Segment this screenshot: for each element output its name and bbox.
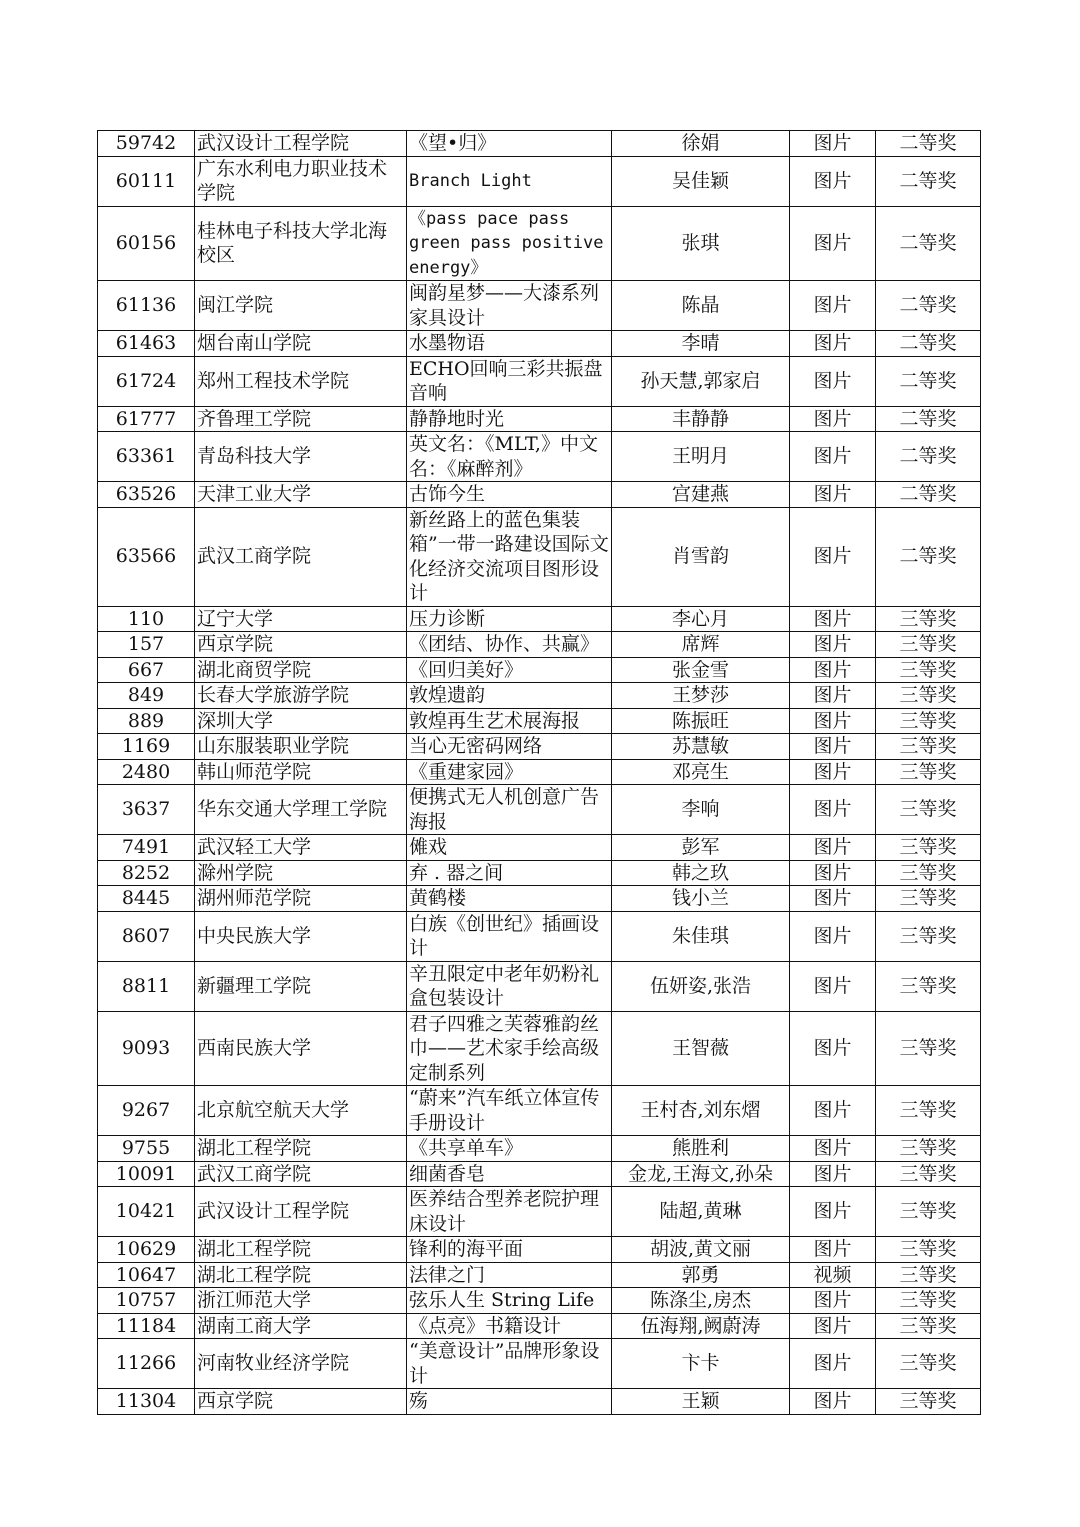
- author-cell: 李晴: [612, 331, 790, 357]
- award-cell: 二等奖: [876, 131, 981, 157]
- work-type-cell: 图片: [790, 331, 876, 357]
- table-row: [98, 1011, 981, 1086]
- school-cell: 武汉轻工大学: [195, 835, 407, 861]
- table-row: [98, 1313, 981, 1339]
- entry-id-cell: 61777: [98, 406, 195, 432]
- work-title-cell: 白族《创世纪》插画设计: [407, 911, 612, 961]
- entry-id-cell: 7491: [98, 835, 195, 861]
- author-cell: 王智薇: [612, 1011, 790, 1086]
- school-cell: 浙江师范大学: [195, 1288, 407, 1314]
- entry-id-cell: 11184: [98, 1313, 195, 1339]
- school-cell: 青岛科技大学: [195, 432, 407, 482]
- entry-id-cell: 11304: [98, 1389, 195, 1415]
- author-cell: 伍海翔,阙蔚涛: [612, 1313, 790, 1339]
- author-cell: 王梦莎: [612, 683, 790, 709]
- author-cell: 肖雪韵: [612, 507, 790, 606]
- table-row: [98, 1187, 981, 1237]
- award-cell: 二等奖: [876, 507, 981, 606]
- author-cell: 伍妍姿,张浩: [612, 961, 790, 1011]
- table-row: [98, 708, 981, 734]
- entry-id-cell: 8811: [98, 961, 195, 1011]
- entry-id-cell: 60156: [98, 206, 195, 281]
- table-row: [98, 734, 981, 760]
- school-cell: 烟台南山学院: [195, 331, 407, 357]
- author-cell: 彭军: [612, 835, 790, 861]
- author-cell: 苏慧敏: [612, 734, 790, 760]
- work-type-cell: 图片: [790, 432, 876, 482]
- table-row: [98, 785, 981, 835]
- entry-id-cell: 9755: [98, 1136, 195, 1162]
- work-type-cell: 图片: [790, 156, 876, 206]
- work-type-cell: 图片: [790, 860, 876, 886]
- work-title-cell: 敦煌遗韵: [407, 683, 612, 709]
- work-type-cell: 图片: [790, 1339, 876, 1389]
- award-cell: 三等奖: [876, 1086, 981, 1136]
- results-table-body: [98, 131, 981, 1415]
- table-row: [98, 482, 981, 508]
- work-title-cell: 敦煌再生艺术展海报: [407, 708, 612, 734]
- work-type-cell: 视频: [790, 1262, 876, 1288]
- award-cell: 三等奖: [876, 911, 981, 961]
- work-type-cell: 图片: [790, 1313, 876, 1339]
- school-cell: 湖州师范学院: [195, 886, 407, 912]
- work-title-cell: 新丝路上的蓝色集装箱”一带一路建设国际文化经济交流项目图形设计: [407, 507, 612, 606]
- work-title-cell: 黄鹤楼: [407, 886, 612, 912]
- entry-id-cell: 157: [98, 632, 195, 658]
- entry-id-cell: 63361: [98, 432, 195, 482]
- work-title-cell: 细菌香皂: [407, 1161, 612, 1187]
- award-cell: 二等奖: [876, 281, 981, 331]
- author-cell: 郭勇: [612, 1262, 790, 1288]
- author-cell: 宫建燕: [612, 482, 790, 508]
- school-cell: 北京航空航天大学: [195, 1086, 407, 1136]
- work-type-cell: 图片: [790, 1187, 876, 1237]
- school-cell: 深圳大学: [195, 708, 407, 734]
- work-type-cell: 图片: [790, 131, 876, 157]
- school-cell: 西京学院: [195, 632, 407, 658]
- work-title-cell: 辛丑限定中老年奶粉礼盒包装设计: [407, 961, 612, 1011]
- table-row: [98, 1389, 981, 1415]
- work-title-cell: 英文名：《MLT,》中文名：《麻醉剂》: [407, 432, 612, 482]
- author-cell: 卞卡: [612, 1339, 790, 1389]
- work-type-cell: 图片: [790, 1288, 876, 1314]
- school-cell: 中央民族大学: [195, 911, 407, 961]
- table-row: [98, 1288, 981, 1314]
- award-cell: 三等奖: [876, 961, 981, 1011]
- work-type-cell: 图片: [790, 1011, 876, 1086]
- school-cell: 西南民族大学: [195, 1011, 407, 1086]
- work-title-cell: 法律之门: [407, 1262, 612, 1288]
- award-cell: 二等奖: [876, 206, 981, 281]
- school-cell: 桂林电子科技大学北海校区: [195, 206, 407, 281]
- work-title-cell: 锋利的海平面: [407, 1237, 612, 1263]
- school-cell: 新疆理工学院: [195, 961, 407, 1011]
- work-type-cell: 图片: [790, 785, 876, 835]
- work-type-cell: 图片: [790, 206, 876, 281]
- author-cell: 张金雪: [612, 657, 790, 683]
- table-row: [98, 860, 981, 886]
- entry-id-cell: 59742: [98, 131, 195, 157]
- author-cell: 徐娟: [612, 131, 790, 157]
- award-cell: 三等奖: [876, 632, 981, 658]
- entry-id-cell: 9267: [98, 1086, 195, 1136]
- work-type-cell: 图片: [790, 734, 876, 760]
- school-cell: 郑州工程技术学院: [195, 356, 407, 406]
- work-type-cell: 图片: [790, 1237, 876, 1263]
- award-cell: 三等奖: [876, 734, 981, 760]
- award-cell: 三等奖: [876, 1288, 981, 1314]
- table-row: [98, 759, 981, 785]
- award-cell: 三等奖: [876, 785, 981, 835]
- table-row: [98, 632, 981, 658]
- author-cell: 王颖: [612, 1389, 790, 1415]
- award-cell: 三等奖: [876, 683, 981, 709]
- entry-id-cell: 10629: [98, 1237, 195, 1263]
- award-cell: 二等奖: [876, 406, 981, 432]
- work-title-cell: ECHO回响三彩共振盘音响: [407, 356, 612, 406]
- entry-id-cell: 849: [98, 683, 195, 709]
- entry-id-cell: 61724: [98, 356, 195, 406]
- entry-id-cell: 110: [98, 606, 195, 632]
- school-cell: 韩山师范学院: [195, 759, 407, 785]
- work-title-cell: 闽韵星梦——大漆系列家具设计: [407, 281, 612, 331]
- table-row: [98, 606, 981, 632]
- award-cell: 三等奖: [876, 1262, 981, 1288]
- author-cell: 王村杏,刘东熠: [612, 1086, 790, 1136]
- author-cell: 李响: [612, 785, 790, 835]
- table-row: [98, 507, 981, 606]
- work-title-cell: 弦乐人生 String Life: [407, 1288, 612, 1314]
- school-cell: 辽宁大学: [195, 606, 407, 632]
- table-row: [98, 156, 981, 206]
- school-cell: 河南牧业经济学院: [195, 1339, 407, 1389]
- work-title-cell: 《回归美好》: [407, 657, 612, 683]
- work-type-cell: 图片: [790, 606, 876, 632]
- entry-id-cell: 1169: [98, 734, 195, 760]
- school-cell: 齐鲁理工学院: [195, 406, 407, 432]
- work-title-cell: 傩戏: [407, 835, 612, 861]
- author-cell: 陈振旺: [612, 708, 790, 734]
- school-cell: 长春大学旅游学院: [195, 683, 407, 709]
- author-cell: 孙天慧,郭家启: [612, 356, 790, 406]
- work-title-cell: 医养结合型养老院护理床设计: [407, 1187, 612, 1237]
- entry-id-cell: 3637: [98, 785, 195, 835]
- table-row: [98, 683, 981, 709]
- entry-id-cell: 60111: [98, 156, 195, 206]
- table-row: [98, 835, 981, 861]
- entry-id-cell: 8445: [98, 886, 195, 912]
- entry-id-cell: 8252: [98, 860, 195, 886]
- author-cell: 席辉: [612, 632, 790, 658]
- work-title-cell: 水墨物语: [407, 331, 612, 357]
- table-row: [98, 886, 981, 912]
- author-cell: 王明月: [612, 432, 790, 482]
- table-row: [98, 406, 981, 432]
- award-cell: 二等奖: [876, 432, 981, 482]
- school-cell: 武汉设计工程学院: [195, 131, 407, 157]
- table-row: [98, 1262, 981, 1288]
- entry-id-cell: 8607: [98, 911, 195, 961]
- award-cell: 二等奖: [876, 156, 981, 206]
- entry-id-cell: 10647: [98, 1262, 195, 1288]
- author-cell: 陈晶: [612, 281, 790, 331]
- school-cell: 武汉工商学院: [195, 1161, 407, 1187]
- author-cell: 张琪: [612, 206, 790, 281]
- school-cell: 西京学院: [195, 1389, 407, 1415]
- award-cell: 三等奖: [876, 1339, 981, 1389]
- table-row: [98, 1086, 981, 1136]
- work-title-cell: 《共享单车》: [407, 1136, 612, 1162]
- work-type-cell: 图片: [790, 1389, 876, 1415]
- work-type-cell: 图片: [790, 281, 876, 331]
- work-title-cell: “蔚来”汽车纸立体宣传手册设计: [407, 1086, 612, 1136]
- award-cell: 二等奖: [876, 482, 981, 508]
- award-cell: 三等奖: [876, 1389, 981, 1415]
- table-row: [98, 206, 981, 281]
- results-table: [97, 130, 981, 1415]
- work-title-cell: 古饰今生: [407, 482, 612, 508]
- work-title-cell: 静静地时光: [407, 406, 612, 432]
- award-cell: 三等奖: [876, 1161, 981, 1187]
- school-cell: 武汉工商学院: [195, 507, 407, 606]
- work-title-cell: 《望•归》: [407, 131, 612, 157]
- work-title-cell: “美意设计”品牌形象设计: [407, 1339, 612, 1389]
- entry-id-cell: 2480: [98, 759, 195, 785]
- work-type-cell: 图片: [790, 356, 876, 406]
- author-cell: 陆超,黄琳: [612, 1187, 790, 1237]
- school-cell: 华东交通大学理工学院: [195, 785, 407, 835]
- award-cell: 三等奖: [876, 657, 981, 683]
- school-cell: 山东服装职业学院: [195, 734, 407, 760]
- entry-id-cell: 63566: [98, 507, 195, 606]
- school-cell: 武汉设计工程学院: [195, 1187, 407, 1237]
- award-cell: 三等奖: [876, 1136, 981, 1162]
- award-cell: 三等奖: [876, 1011, 981, 1086]
- school-cell: 广东水利电力职业技术学院: [195, 156, 407, 206]
- work-title-cell: 当心无密码网络: [407, 734, 612, 760]
- table-row: [98, 1161, 981, 1187]
- table-row: [98, 961, 981, 1011]
- table-row: [98, 1237, 981, 1263]
- work-type-cell: 图片: [790, 683, 876, 709]
- entry-id-cell: 667: [98, 657, 195, 683]
- award-cell: 二等奖: [876, 356, 981, 406]
- award-cell: 三等奖: [876, 1237, 981, 1263]
- work-title-cell: 便携式无人机创意广告海报: [407, 785, 612, 835]
- work-type-cell: 图片: [790, 507, 876, 606]
- table-row: [98, 911, 981, 961]
- entry-id-cell: 9093: [98, 1011, 195, 1086]
- entry-id-cell: 889: [98, 708, 195, 734]
- entry-id-cell: 10757: [98, 1288, 195, 1314]
- work-title-cell: 《重建家园》: [407, 759, 612, 785]
- table-row: [98, 1136, 981, 1162]
- entry-id-cell: 11266: [98, 1339, 195, 1389]
- work-type-cell: 图片: [790, 1086, 876, 1136]
- table-row: [98, 131, 981, 157]
- award-cell: 三等奖: [876, 886, 981, 912]
- school-cell: 湖北工程学院: [195, 1136, 407, 1162]
- work-type-cell: 图片: [790, 961, 876, 1011]
- work-title-cell: 压力诊断: [407, 606, 612, 632]
- award-cell: 三等奖: [876, 606, 981, 632]
- work-type-cell: 图片: [790, 1161, 876, 1187]
- school-cell: 滁州学院: [195, 860, 407, 886]
- table-row: [98, 331, 981, 357]
- work-type-cell: 图片: [790, 835, 876, 861]
- work-title-cell: 《pass pace pass green pass positive energy》: [407, 206, 612, 281]
- author-cell: 熊胜利: [612, 1136, 790, 1162]
- work-type-cell: 图片: [790, 708, 876, 734]
- award-cell: 三等奖: [876, 860, 981, 886]
- work-type-cell: 图片: [790, 886, 876, 912]
- author-cell: 丰静静: [612, 406, 790, 432]
- work-type-cell: 图片: [790, 1136, 876, 1162]
- table-row: [98, 356, 981, 406]
- table-row: [98, 1339, 981, 1389]
- entry-id-cell: 61136: [98, 281, 195, 331]
- author-cell: 钱小兰: [612, 886, 790, 912]
- work-title-cell: 君子四雅之芙蓉雅韵丝巾——艺术家手绘高级定制系列: [407, 1011, 612, 1086]
- table-row: [98, 657, 981, 683]
- award-cell: 三等奖: [876, 835, 981, 861]
- entry-id-cell: 10421: [98, 1187, 195, 1237]
- award-cell: 三等奖: [876, 1313, 981, 1339]
- school-cell: 湖南工商大学: [195, 1313, 407, 1339]
- work-type-cell: 图片: [790, 482, 876, 508]
- entry-id-cell: 61463: [98, 331, 195, 357]
- work-title-cell: 《团结、协作、共赢》: [407, 632, 612, 658]
- work-title-cell: Branch Light: [407, 156, 612, 206]
- table-row: [98, 432, 981, 482]
- work-title-cell: 弃 . 器之间: [407, 860, 612, 886]
- school-cell: 湖北商贸学院: [195, 657, 407, 683]
- table-row: [98, 281, 981, 331]
- school-cell: 闽江学院: [195, 281, 407, 331]
- work-type-cell: 图片: [790, 759, 876, 785]
- author-cell: 邓亮生: [612, 759, 790, 785]
- author-cell: 李心月: [612, 606, 790, 632]
- award-cell: 三等奖: [876, 708, 981, 734]
- school-cell: 湖北工程学院: [195, 1262, 407, 1288]
- entry-id-cell: 10091: [98, 1161, 195, 1187]
- author-cell: 陈涤尘,房杰: [612, 1288, 790, 1314]
- work-type-cell: 图片: [790, 911, 876, 961]
- award-cell: 二等奖: [876, 331, 981, 357]
- work-title-cell: 《点亮》书籍设计: [407, 1313, 612, 1339]
- work-type-cell: 图片: [790, 406, 876, 432]
- work-title-cell: 殇: [407, 1389, 612, 1415]
- award-cell: 三等奖: [876, 1187, 981, 1237]
- author-cell: 吴佳颖: [612, 156, 790, 206]
- author-cell: 胡波,黄文丽: [612, 1237, 790, 1263]
- author-cell: 韩之玖: [612, 860, 790, 886]
- work-type-cell: 图片: [790, 657, 876, 683]
- author-cell: 金龙,王海文,孙朵: [612, 1161, 790, 1187]
- award-cell: 三等奖: [876, 759, 981, 785]
- entry-id-cell: 63526: [98, 482, 195, 508]
- work-type-cell: 图片: [790, 632, 876, 658]
- school-cell: 天津工业大学: [195, 482, 407, 508]
- author-cell: 朱佳琪: [612, 911, 790, 961]
- school-cell: 湖北工程学院: [195, 1237, 407, 1263]
